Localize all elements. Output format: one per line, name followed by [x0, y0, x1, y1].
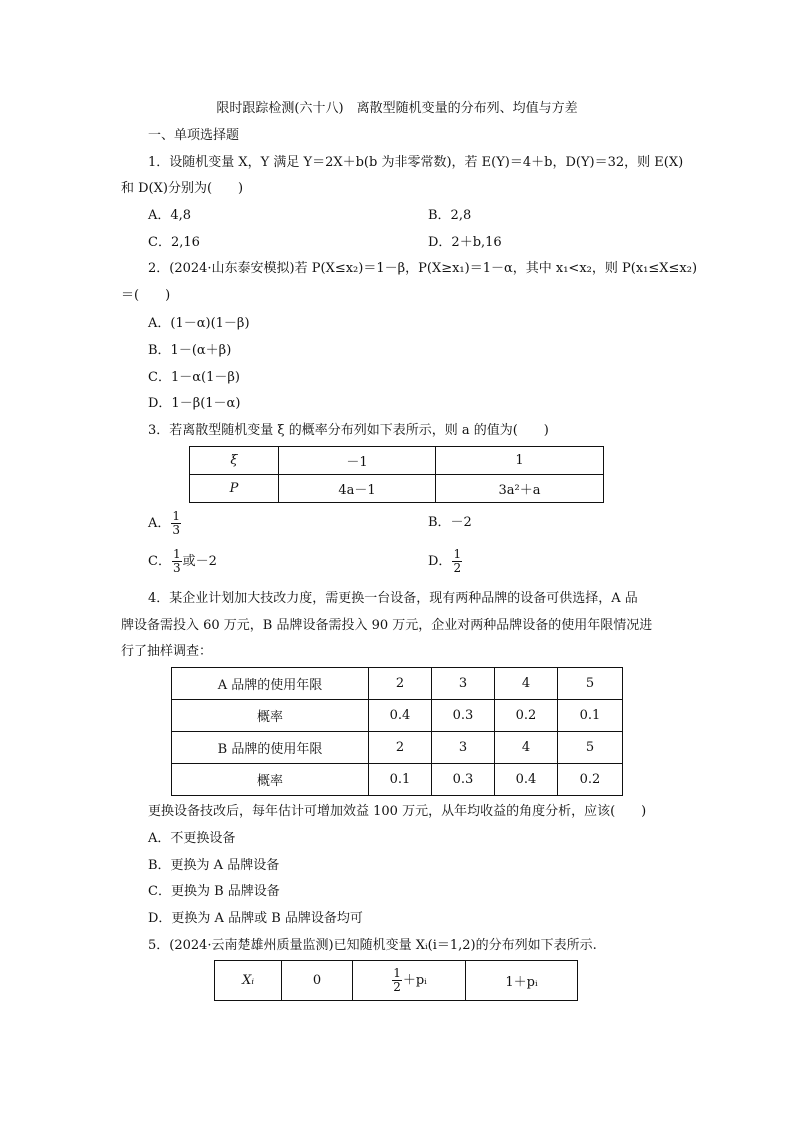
numerator: 1	[172, 509, 181, 523]
q5-distribution-table	[214, 960, 578, 1001]
table-cell: Xᵢ	[215, 961, 282, 1001]
q1-stem-line2: 和 D(X)分别为( )	[121, 181, 244, 196]
q3-option-c	[148, 545, 217, 579]
table-cell: 0.2	[495, 700, 558, 732]
q2-option-b: B．1－(α＋β)	[148, 343, 232, 358]
q5-stem: 5．(2024·云南楚雄州质量监测)已知随机变量 Xᵢ(i＝1,2)的分布列如下表所示.	[148, 938, 597, 953]
q4-lifespan-table	[171, 667, 623, 796]
table-cell: 1	[436, 447, 604, 475]
q3-distribution-table	[189, 446, 604, 503]
table-cell: 3	[432, 732, 495, 764]
q1-option-a: A．4,8	[148, 208, 192, 223]
table-cell: 1＋pᵢ	[466, 961, 578, 1001]
q4-option-c: C．更换为 B 品牌设备	[148, 884, 280, 899]
q2-option-c: C．1－α(1－β)	[148, 370, 240, 385]
section-heading: 一、单项选择题	[148, 128, 240, 143]
table-cell	[353, 961, 466, 1001]
q4-stem-line3: 行了抽样调查：	[121, 644, 213, 659]
q4-stem-line1: 4．某企业计划加大技改力度，需更换一台设备，现有两种品牌的设备可供选择，A 品	[148, 591, 638, 606]
denominator: 2	[393, 980, 401, 994]
q4-option-b: B．更换为 A 品牌设备	[148, 858, 280, 873]
table-cell: 0.3	[432, 764, 495, 796]
table-cell: －1	[279, 447, 436, 475]
table-cell: A 品牌的使用年限	[172, 668, 369, 700]
table-cell: 2	[369, 732, 432, 764]
fraction	[452, 548, 462, 575]
table-cell: 3a²＋a	[436, 475, 604, 503]
q4-option-a: A．不更换设备	[148, 831, 236, 846]
table-cell: 0.4	[369, 700, 432, 732]
q1-stem-line1: 1．设随机变量 X，Y 满足 Y＝2X＋b(b 为非零常数)，若 E(Y)＝4＋b，D(Y)＝32，则 E(X)	[148, 155, 684, 170]
q4-stem-line2: 牌设备需投入 60 万元，B 品牌设备需投入 90 万元，企业对两种品牌设备的使用年限情况进	[121, 618, 653, 633]
q4-option-d: D．更换为 A 品牌或 B 品牌设备均可	[148, 911, 363, 926]
q3-option-d	[428, 545, 463, 579]
fraction	[392, 967, 402, 994]
q1-option-b: B．2,8	[428, 208, 472, 223]
q1-option-d: D．2＋b,16	[428, 235, 502, 250]
table-cell: 5	[558, 668, 623, 700]
table-cell: 0.1	[369, 764, 432, 796]
q2-stem-line2: ＝( )	[121, 288, 171, 303]
numerator: 1	[172, 547, 181, 561]
table-cell: 4a－1	[279, 475, 436, 503]
table-cell: 4	[495, 732, 558, 764]
denominator: 2	[453, 561, 462, 575]
table-cell: 0.3	[432, 700, 495, 732]
page-title: 限时跟踪检测(六十八) 离散型随机变量的分布列、均值与方差	[216, 101, 578, 116]
denominator: 3	[172, 523, 181, 537]
fraction	[171, 510, 181, 537]
q2-option-d: D．1－β(1－α)	[148, 396, 241, 411]
table-cell: 4	[495, 668, 558, 700]
q3-option-b: B．－2	[428, 515, 472, 530]
numerator: 1	[393, 966, 401, 980]
q3-stem: 3．若离散型随机变量 ξ 的概率分布列如下表所示，则 a 的值为( )	[148, 423, 549, 438]
q2-option-a: A．(1－α)(1－β)	[148, 316, 250, 331]
table-cell: P	[190, 475, 279, 503]
table-cell: 0.4	[495, 764, 558, 796]
option-label: C．	[148, 554, 171, 569]
table-cell: 概率	[172, 700, 369, 732]
q4-stem-line4: 更换设备技改后，每年估计可增加效益 100 万元，从年均收益的角度分析，应该( )	[148, 804, 647, 819]
table-cell: 2	[369, 668, 432, 700]
numerator: 1	[453, 547, 462, 561]
q3-option-a	[148, 507, 182, 541]
option-label: A．	[148, 516, 171, 531]
table-cell: 5	[558, 732, 623, 764]
table-cell: 概率	[172, 764, 369, 796]
table-cell: ξ	[190, 447, 279, 475]
cell-tail: ＋pᵢ	[402, 973, 427, 988]
fraction	[172, 548, 182, 575]
q1-option-c: C．2,16	[148, 235, 200, 250]
option-label: D．	[428, 554, 452, 569]
table-cell: 3	[432, 668, 495, 700]
table-cell: B 品牌的使用年限	[172, 732, 369, 764]
table-cell: 0.2	[558, 764, 623, 796]
option-tail: 或－2	[182, 554, 217, 569]
denominator: 3	[172, 561, 181, 575]
table-cell: 0.1	[558, 700, 623, 732]
table-cell: 0	[282, 961, 353, 1001]
q2-stem-line1: 2．(2024·山东泰安模拟)若 P(X≤x₂)＝1－β，P(X≥x₁)＝1－α，其中 x₁<x₂，则 P(x₁≤X≤x₂)	[148, 261, 698, 276]
